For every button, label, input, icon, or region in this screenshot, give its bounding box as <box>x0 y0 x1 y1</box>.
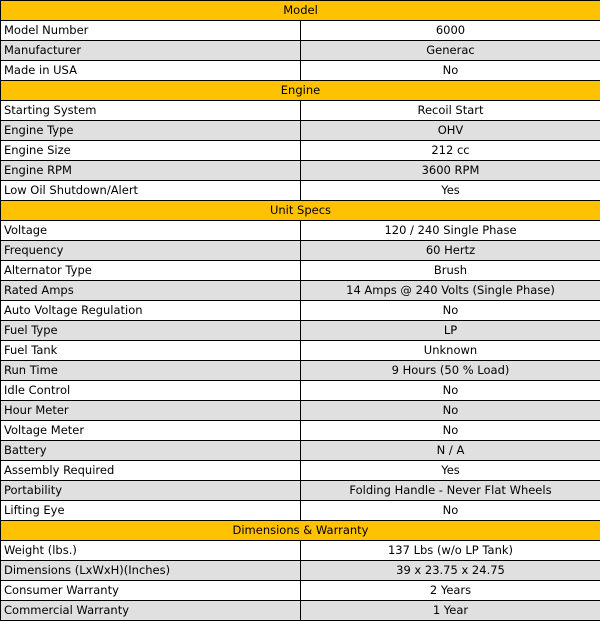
spec-label: Manufacturer <box>1 41 301 61</box>
spec-row <box>1 441 600 461</box>
spec-row <box>1 281 600 301</box>
section-title: Dimensions & Warranty <box>1 521 600 541</box>
spec-label: Model Number <box>1 21 301 41</box>
spec-value: 120 / 240 Single Phase <box>301 221 600 241</box>
spec-label: Made in USA <box>1 61 301 81</box>
spec-label: Starting System <box>1 101 301 121</box>
spec-row <box>1 241 600 261</box>
spec-value: Generac <box>301 41 600 61</box>
spec-row <box>1 361 600 381</box>
spec-row <box>1 561 600 581</box>
spec-row <box>1 601 600 621</box>
spec-value: Folding Handle - Never Flat Wheels <box>301 481 600 501</box>
spec-value: 3600 RPM <box>301 161 600 181</box>
spec-label: Voltage Meter <box>1 421 301 441</box>
spec-label: Dimensions (LxWxH)(Inches) <box>1 561 301 581</box>
spec-value: 212 cc <box>301 141 600 161</box>
spec-value: No <box>301 401 600 421</box>
spec-label: Low Oil Shutdown/Alert <box>1 181 301 201</box>
spec-label: Hour Meter <box>1 401 301 421</box>
spec-label: Fuel Type <box>1 321 301 341</box>
section-title: Engine <box>1 81 600 101</box>
spec-label: Idle Control <box>1 381 301 401</box>
spec-row <box>1 501 600 521</box>
spec-label: Frequency <box>1 241 301 261</box>
spec-value: 39 x 23.75 x 24.75 <box>301 561 600 581</box>
spec-value: No <box>301 301 600 321</box>
spec-row <box>1 381 600 401</box>
spec-value: Yes <box>301 461 600 481</box>
spec-row <box>1 301 600 321</box>
spec-value: Brush <box>301 261 600 281</box>
section-title: Model <box>1 1 600 21</box>
spec-label: Portability <box>1 481 301 501</box>
spec-value: OHV <box>301 121 600 141</box>
section-header <box>1 1 600 21</box>
spec-value: No <box>301 501 600 521</box>
spec-row <box>1 181 600 201</box>
spec-row <box>1 581 600 601</box>
section-title: Unit Specs <box>1 201 600 221</box>
spec-value: 137 Lbs (w/o LP Tank) <box>301 541 600 561</box>
spec-label: Weight (lbs.) <box>1 541 301 561</box>
spec-row <box>1 221 600 241</box>
spec-value: Yes <box>301 181 600 201</box>
spec-row <box>1 121 600 141</box>
section-header <box>1 81 600 101</box>
spec-label: Consumer Warranty <box>1 581 301 601</box>
spec-table-body <box>1 1 600 621</box>
section-header <box>1 521 600 541</box>
spec-value: Unknown <box>301 341 600 361</box>
spec-label: Engine RPM <box>1 161 301 181</box>
spec-value: LP <box>301 321 600 341</box>
spec-value: 9 Hours (50 % Load) <box>301 361 600 381</box>
spec-label: Voltage <box>1 221 301 241</box>
spec-label: Lifting Eye <box>1 501 301 521</box>
spec-value: No <box>301 421 600 441</box>
spec-value: 14 Amps @ 240 Volts (Single Phase) <box>301 281 600 301</box>
spec-row <box>1 261 600 281</box>
spec-row <box>1 61 600 81</box>
spec-row <box>1 481 600 501</box>
spec-row <box>1 541 600 561</box>
spec-row <box>1 461 600 481</box>
spec-row <box>1 41 600 61</box>
spec-row <box>1 101 600 121</box>
spec-row <box>1 21 600 41</box>
spec-label: Alternator Type <box>1 261 301 281</box>
spec-value: No <box>301 61 600 81</box>
spec-value: 2 Years <box>301 581 600 601</box>
spec-row <box>1 421 600 441</box>
section-header <box>1 201 600 221</box>
spec-value: 60 Hertz <box>301 241 600 261</box>
spec-label: Commercial Warranty <box>1 601 301 621</box>
spec-value: N / A <box>301 441 600 461</box>
spec-label: Rated Amps <box>1 281 301 301</box>
spec-row <box>1 161 600 181</box>
spec-label: Assembly Required <box>1 461 301 481</box>
spec-value: Recoil Start <box>301 101 600 121</box>
spec-value: No <box>301 381 600 401</box>
spec-label: Auto Voltage Regulation <box>1 301 301 321</box>
spec-row <box>1 401 600 421</box>
spec-label: Run Time <box>1 361 301 381</box>
spec-value: 1 Year <box>301 601 600 621</box>
spec-label: Battery <box>1 441 301 461</box>
spec-row <box>1 141 600 161</box>
spec-row <box>1 321 600 341</box>
spec-label: Engine Size <box>1 141 301 161</box>
spec-row <box>1 341 600 361</box>
spec-label: Fuel Tank <box>1 341 301 361</box>
spec-value: 6000 <box>301 21 600 41</box>
spec-label: Engine Type <box>1 121 301 141</box>
